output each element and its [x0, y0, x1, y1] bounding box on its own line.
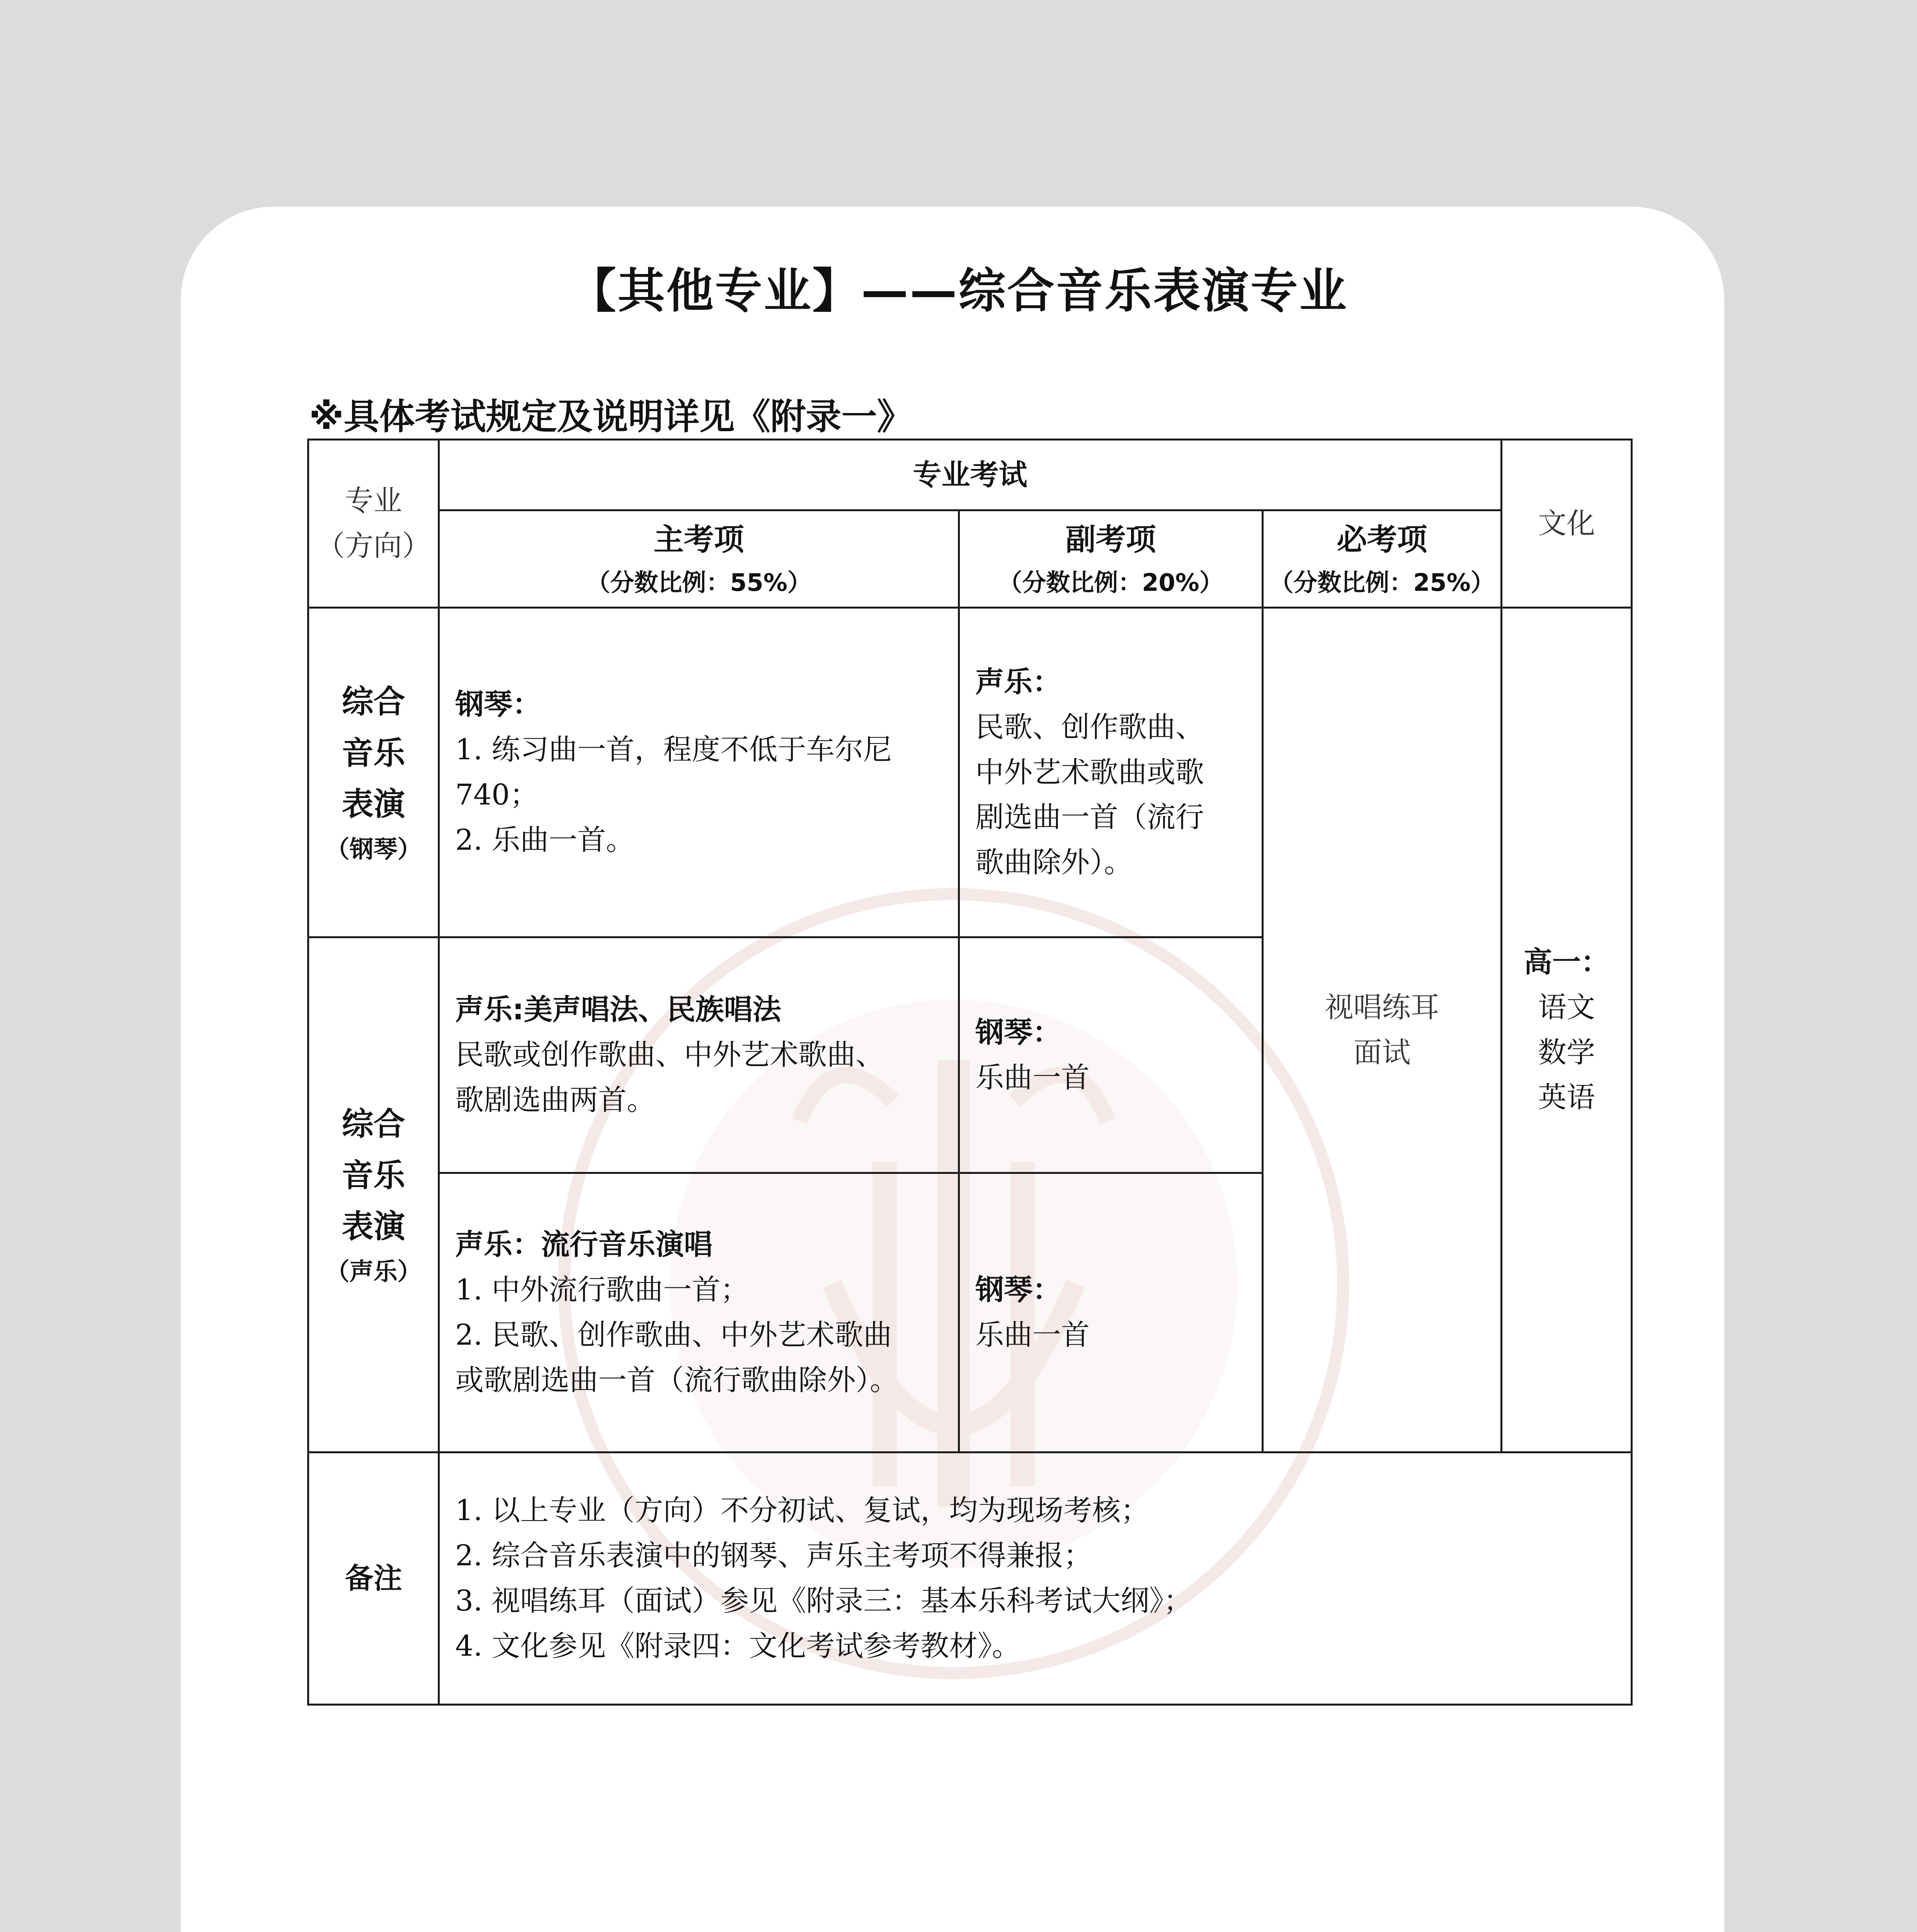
- vocal-major-cell: 综合 音乐 表演 （声乐）: [308, 937, 439, 1452]
- appendix-reference: ※具体考试规定及说明详见《附录一》: [309, 396, 913, 437]
- vocal-classical-main-cell: 声乐:美声唱法、民族唱法 民歌或创作歌曲、中外艺术歌曲、 歌剧选曲两首。: [439, 937, 959, 1173]
- professional-exam-header: 专业考试: [439, 440, 1502, 510]
- piano-main-cell: 钢琴： 1. 练习曲一首，程度不低于车尔尼 740； 2. 乐曲一首。: [439, 608, 959, 937]
- note-item: 1. 以上专业（方向）不分初试、复试，均为现场考核；: [455, 1494, 1150, 1527]
- header-row-1: [308, 440, 1632, 510]
- note-item: 4. 文化参见《附录四：文化考试参考教材》。: [455, 1629, 1021, 1663]
- note-item: 3. 视唱练耳（面试）参见《附录三：基本乐科考试大纲》；: [455, 1584, 1192, 1617]
- piano-secondary-cell: 声乐： 民歌、创作歌曲、 中外艺术歌曲或歌 剧选曲一首（流行 歌曲除外）。: [959, 608, 1263, 937]
- main-item-header: 主考项 （分数比例：55%）: [439, 510, 959, 608]
- exam-table: [307, 439, 1633, 1706]
- page-title: 【其他专业】——综合音乐表演专业: [569, 264, 1348, 318]
- culture-cell: 高一： 语文 数学 英语: [1502, 608, 1632, 1452]
- major-header-cell: 专业 （方向）: [308, 440, 439, 608]
- vocal-pop-secondary-cell: 钢琴： 乐曲一首: [959, 1173, 1263, 1452]
- vocal-pop-main-cell: 声乐：流行音乐演唱 1. 中外流行歌曲一首； 2. 民歌、创作歌曲、中外艺术歌曲 或歌剧选曲一首（流行歌曲除外）。: [439, 1173, 959, 1452]
- required-item-header: 必考项 （分数比例：25%）: [1263, 510, 1502, 608]
- notes-content-cell: [439, 1452, 1632, 1705]
- required-cell: 视唱练耳 面试: [1263, 608, 1502, 1452]
- vocal-classical-secondary-cell: 钢琴： 乐曲一首: [959, 937, 1263, 1173]
- row-piano: [308, 608, 1632, 937]
- row-notes: [308, 1452, 1632, 1705]
- note-item: 2. 综合音乐表演中的钢琴、声乐主考项不得兼报；: [455, 1539, 1092, 1573]
- notes-label-cell: 备注: [308, 1452, 439, 1705]
- piano-major-cell: 综合 音乐 表演 （钢琴）: [308, 608, 439, 937]
- header-row-2: [308, 510, 1632, 608]
- culture-header: 文化: [1502, 440, 1632, 608]
- secondary-item-header: 副考项 （分数比例：20%）: [959, 510, 1263, 608]
